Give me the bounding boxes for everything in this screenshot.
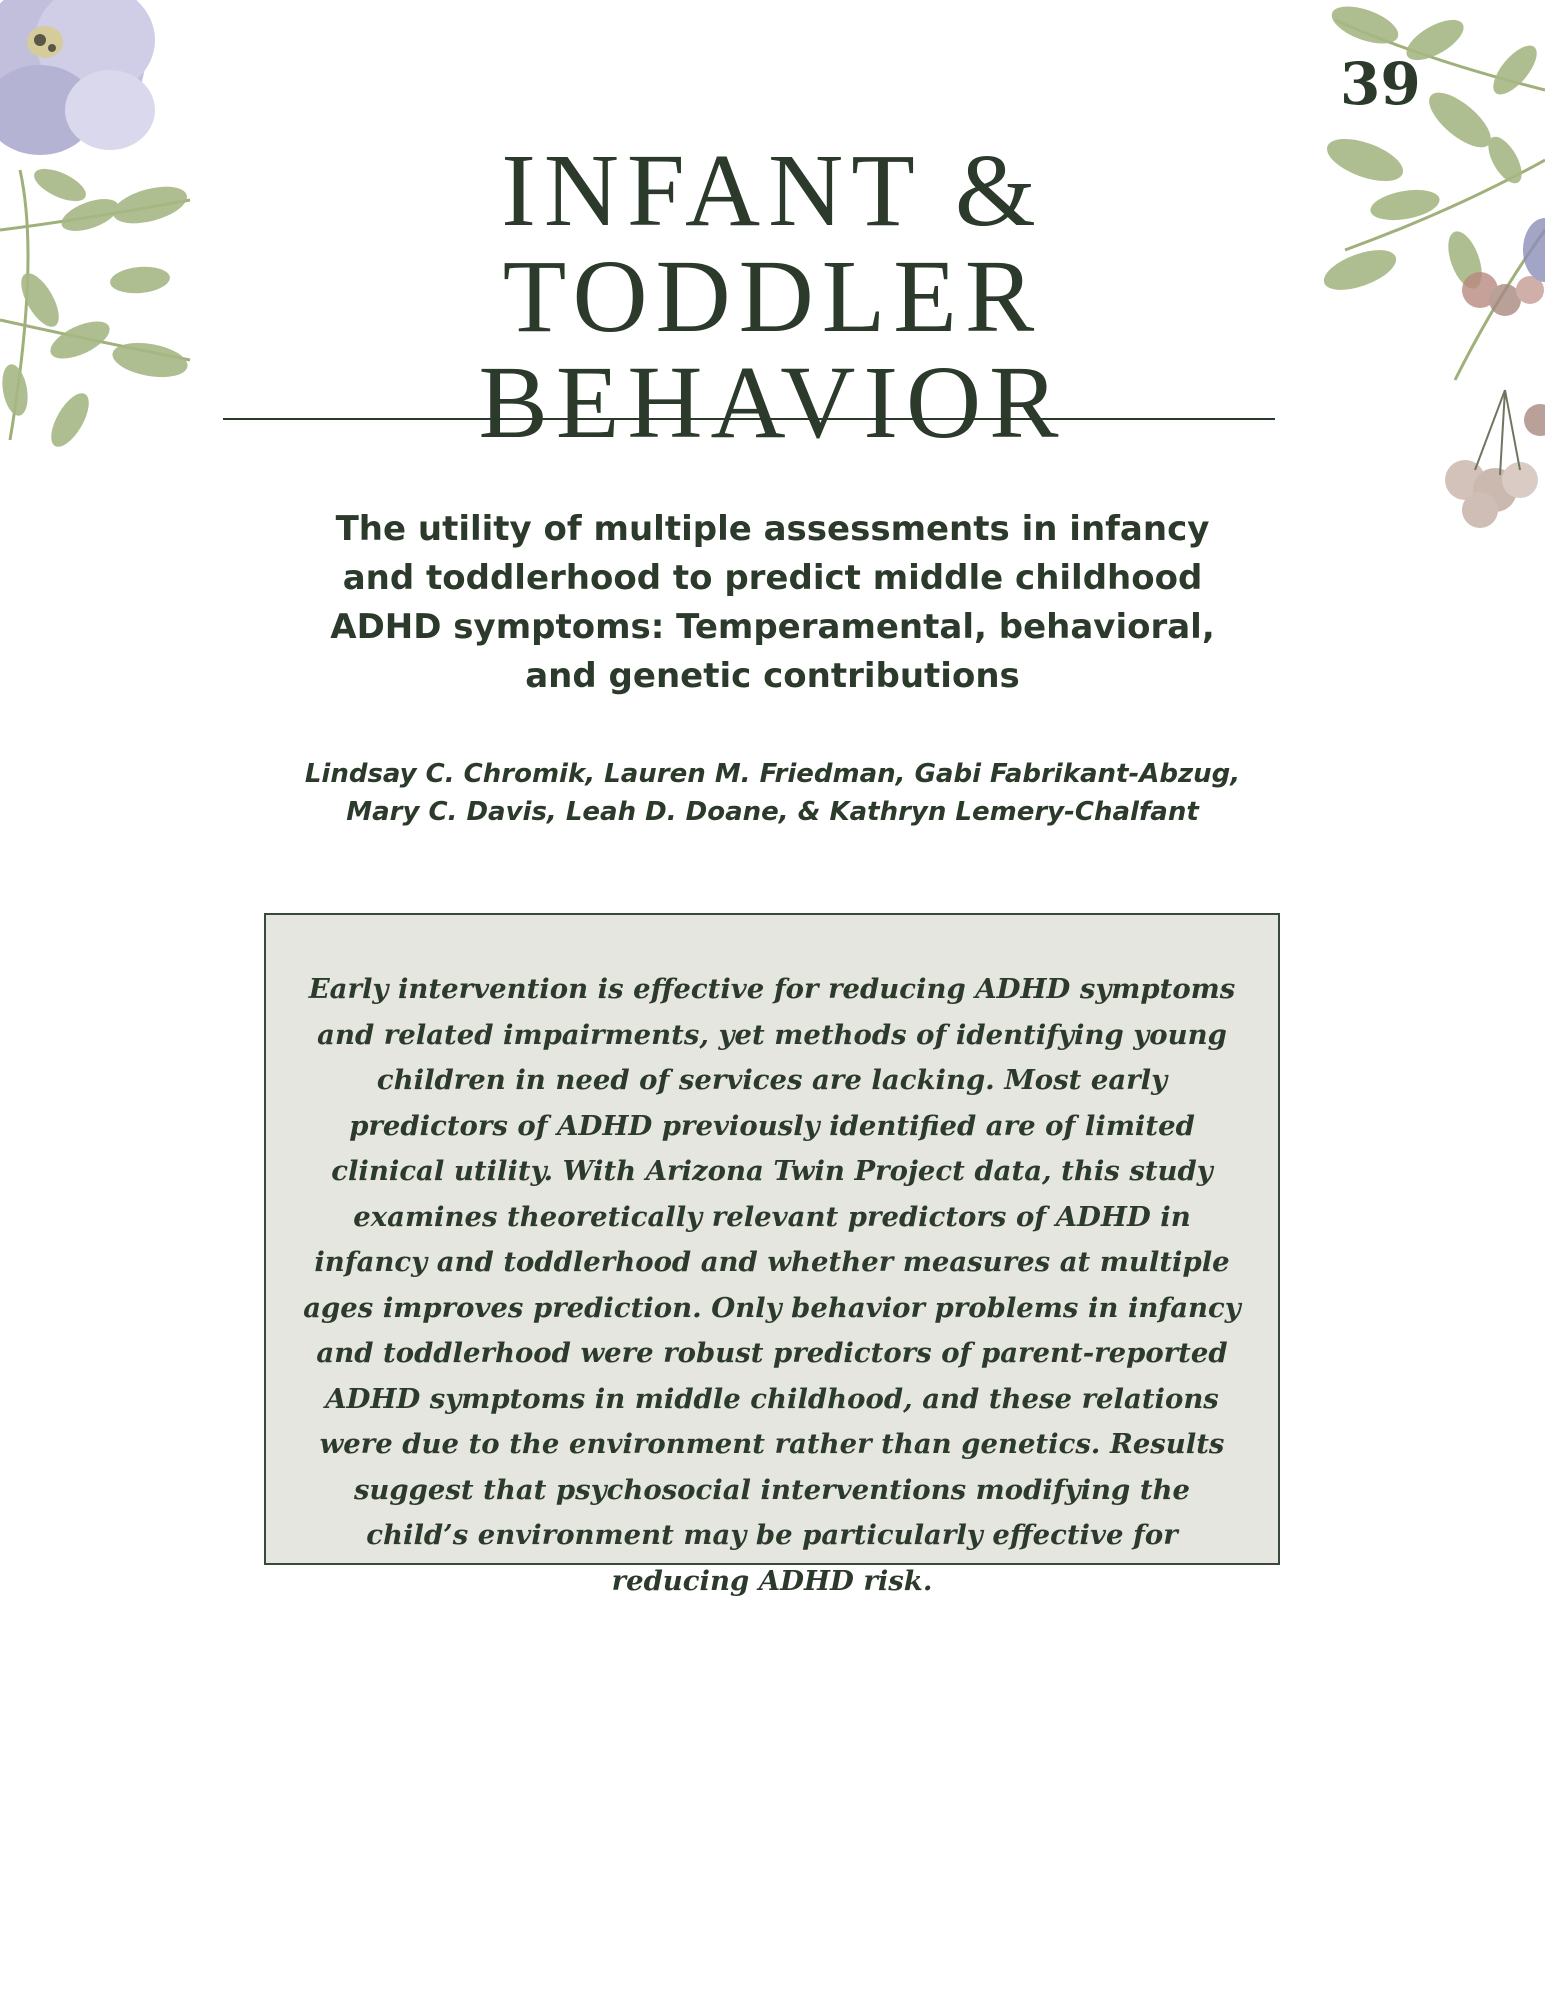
abstract-box [264, 913, 1280, 1597]
abstract-text: Early intervention is effective for reducing ADHD symptoms and related impairments, yet methods of identifying young children in need of services are lacking. Most early predictors of ADHD previously identified are of limited clinical utility. With Arizona Twin Project data, this study examines theoretically relevant predictors of ADHD in infancy and toddlerhood and whether measures at multiple ages improves prediction. Only behavior problems in infancy and toddlerhood were robust predictors of parent-reported ADHD symptoms in middle childhood, and these relations were due to the environment rather than genetics. Results suggest that psychosocial interventions modifying the child’s environment may be particularly effective for reducing ADHD risk. [303, 973, 1241, 1597]
title-line: BEHAVIOR [478, 344, 1067, 460]
title-divider [223, 418, 1275, 420]
page-title [0, 132, 1545, 460]
article-title: The utility of multiple assessments in infancy and toddlerhood to predict middle childhood ADHD symptoms: Temperamental, behavioral, and genetic contributions [330, 509, 1215, 696]
page-number: 39 [1340, 50, 1421, 118]
title-line: INFANT & [501, 132, 1044, 248]
title-line: TODDLER [502, 238, 1043, 354]
article-authors: Lindsay C. Chromik, Lauren M. Friedman, Gabi Fabrikant-Abzug, Mary C. Davis, Leah D. Doane, & Kathryn Lemery-Chalfant [304, 759, 1241, 827]
